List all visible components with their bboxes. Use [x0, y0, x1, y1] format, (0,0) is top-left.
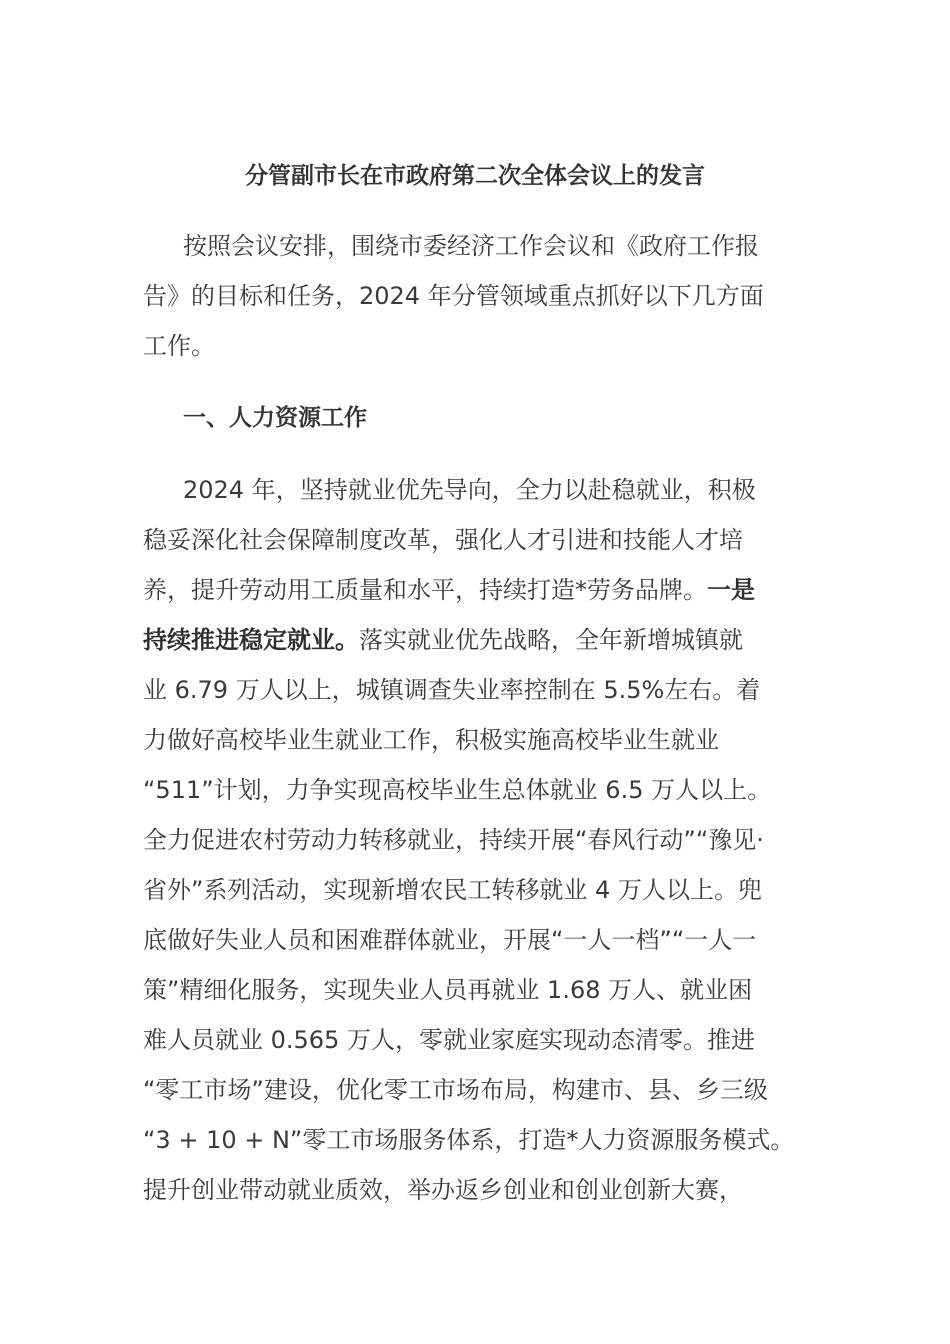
body-line-7: “511”计划，力争实现高校毕业生总体就业 6.5 万人以上。 — [143, 776, 772, 804]
body-line-5: 业 6.79 万人以上，城镇调查失业率控制在 5.5%左右。着 — [143, 676, 761, 704]
document-title: 分管副市长在市政府第二次全体会议上的发言 — [245, 163, 705, 189]
body-line-4-text: 落实就业优先战略，全年新增城镇就 — [359, 626, 743, 654]
intro-line-3: 工作。 — [143, 332, 215, 360]
body-line-13: “零工市场”建设，优化零工市场布局，构建市、县、乡三级 — [143, 1076, 768, 1104]
body-line-1: 2024 年，坚持就业优先导向，全力以赴稳就业，积极 — [183, 476, 756, 504]
body-line-3 — [143, 572, 755, 608]
body-line-9: 省外”系列活动，实现新增农民工转移就业 4 万人以上。兜 — [143, 876, 762, 904]
body-line-3-text: 养，提升劳动用工质量和水平，持续打造*劳务品牌。 — [143, 576, 707, 604]
emphasis-first-point-label: 一是 — [707, 576, 755, 604]
body-line-14: “3 + 10 + N”零工市场服务体系，打造*人力资源服务模式。 — [143, 1126, 795, 1154]
body-line-10: 底做好失业人员和困难群体就业，开展“一人一档”“一人一 — [143, 926, 757, 954]
body-line-12: 难人员就业 0.565 万人，零就业家庭实现动态清零。推进 — [143, 1026, 755, 1054]
body-line-11: 策”精细化服务，实现失业人员再就业 1.68 万人、就业困 — [143, 976, 753, 1004]
intro-line-2: 告》的目标和任务，2024 年分管领域重点抓好以下几方面 — [143, 282, 764, 310]
body-line-6: 力做好高校毕业生就业工作，积极实施高校毕业生就业 — [143, 726, 719, 754]
body-line-4 — [143, 622, 743, 658]
body-line-8: 全力促进农村劳动力转移就业，持续开展“春风行动”“豫见· — [143, 826, 764, 854]
section-heading-human-resources: 一、人力资源工作 — [183, 405, 367, 431]
emphasis-first-point-title: 持续推进稳定就业。 — [143, 626, 359, 654]
body-line-2: 稳妥深化社会保障制度改革，强化人才引进和技能人才培 — [143, 526, 743, 554]
body-line-15: 提升创业带动就业质效，举办返乡创业和创业创新大赛， — [143, 1176, 743, 1204]
intro-line-1: 按照会议安排，围绕市委经济工作会议和《政府工作报 — [183, 232, 759, 260]
